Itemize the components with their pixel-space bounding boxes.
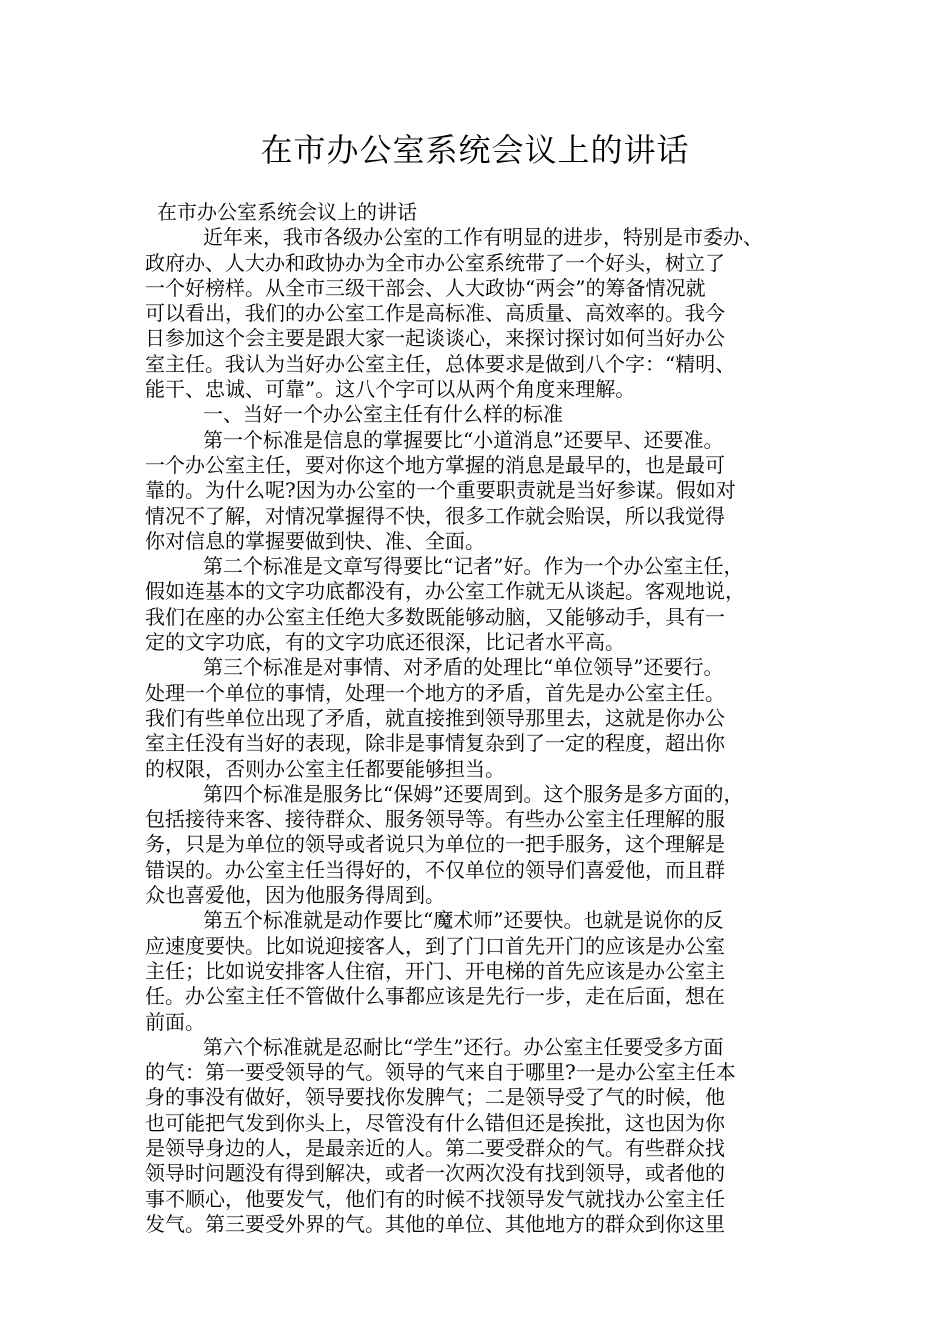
text-line: 一个好榜样。从全市三级干部会、人大政协“两会”的筹备情况就 xyxy=(145,275,706,300)
text-line: 我们在座的办公室主任绝大多数既能够动脑，又能够动手，具有一 xyxy=(145,604,725,629)
text-line: 错误的。办公室主任当得好的，不仅单位的领导们喜爱他，而且群 xyxy=(145,857,725,882)
text-line: 情况不了解，对情况掌握得不快，很多工作就会贻误，所以我觉得 xyxy=(145,503,725,528)
text-line: 身的事没有做好，领导要找你发脾气；二是领导受了气的时候，他 xyxy=(145,1085,725,1110)
text-line: 一个办公室主任，要对你这个地方掌握的消息是最早的，也是最可 xyxy=(145,452,725,477)
text-line: 在市办公室系统会议上的讲话 xyxy=(157,200,417,224)
text-line: 的气：第一要受领导的气。领导的气来自于哪里?一是办公室主任本 xyxy=(145,1060,736,1085)
text-line: 室主任。我认为当好办公室主任，总体要求是做到八个字：“精明、 xyxy=(145,351,736,376)
text-line: 近年来，我市各级办公室的工作有明显的进步，特别是市委办、 xyxy=(203,225,763,250)
text-line: 务，只是为单位的领导或者说只为单位的一把手服务，这个理解是 xyxy=(145,832,725,857)
text-line: 第四个标准是服务比“保姆”还要周到。这个服务是多方面的， xyxy=(203,781,744,806)
text-line: 能干、忠诚、可靠”。这八个字可以从两个角度来理解。 xyxy=(145,377,636,402)
text-line: 处理一个单位的事情，处理一个地方的矛盾，首先是办公室主任。 xyxy=(145,680,725,705)
text-line: 众也喜爱他，因为他服务得周到。 xyxy=(145,883,445,908)
text-line: 的权限，否则办公室主任都要能够担当。 xyxy=(145,756,505,781)
document-title: 在市办公室系统会议上的讲话 xyxy=(260,131,690,169)
document-body xyxy=(145,200,825,1237)
text-line: 一、当好一个办公室主任有什么样的标准 xyxy=(203,402,563,427)
text-line: 我们有些单位出现了矛盾，就直接推到领导那里去，这就是你办公 xyxy=(145,705,725,730)
text-line: 第三个标准是对事情、对矛盾的处理比“单位领导”还要行。 xyxy=(203,655,724,680)
text-line: 靠的。为什么呢?因为办公室的一个重要职责就是当好参谋。假如对 xyxy=(145,478,736,503)
text-line: 主任；比如说安排客人住宿，开门、开电梯的首先应该是办公室主 xyxy=(145,958,725,983)
text-line: 任。办公室主任不管做什么事都应该是先行一步，走在后面，想在 xyxy=(145,984,725,1009)
text-line: 第一个标准是信息的掌握要比“小道消息”还要早、还要准。 xyxy=(203,427,724,452)
text-line: 包括接待来客、接待群众、服务领导等。有些办公室主任理解的服 xyxy=(145,807,725,832)
text-line: 事不顺心，他要发气，他们有的时候不找领导发气就找办公室主任 xyxy=(145,1186,725,1211)
text-line: 室主任没有当好的表现，除非是事情复杂到了一定的程度，超出你 xyxy=(145,731,725,756)
text-line: 可以看出，我们的办公室工作是高标准、高质量、高效率的。我今 xyxy=(145,301,725,326)
text-line: 应速度要快。比如说迎接客人，到了门口首先开门的应该是办公室 xyxy=(145,933,725,958)
text-line: 假如连基本的文字功底都没有，办公室工作就无从谈起。客观地说， xyxy=(145,579,745,604)
text-line: 日参加这个会主要是跟大家一起谈谈心，来探讨探讨如何当好办公 xyxy=(145,326,725,351)
text-line: 定的文字功底，有的文字功底还很深，比记者水平高。 xyxy=(145,630,625,655)
text-line: 领导时问题没有得到解决，或者一次两次没有找到领导，或者他的 xyxy=(145,1161,725,1186)
text-line: 是领导身边的人，是最亲近的人。第二要受群众的气。有些群众找 xyxy=(145,1135,725,1160)
text-line: 也可能把气发到你头上，尽管没有什么错但还是挨批，这也因为你 xyxy=(145,1110,725,1135)
text-line: 第五个标准就是动作要比“魔术师”还要快。也就是说你的反 xyxy=(203,908,724,933)
text-line: 前面。 xyxy=(145,1009,205,1034)
text-line: 你对信息的掌握要做到快、准、全面。 xyxy=(145,528,485,553)
text-line: 政府办、人大办和政协办为全市办公室系统带了一个好头，树立了 xyxy=(145,250,725,275)
text-line: 发气。第三要受外界的气。其他的单位、其他地方的群众到你这里 xyxy=(145,1211,725,1236)
text-line: 第二个标准是文章写得要比“记者”好。作为一个办公室主任， xyxy=(203,554,744,579)
text-line: 第六个标准就是忍耐比“学生”还行。办公室主任要受多方面 xyxy=(203,1034,724,1059)
